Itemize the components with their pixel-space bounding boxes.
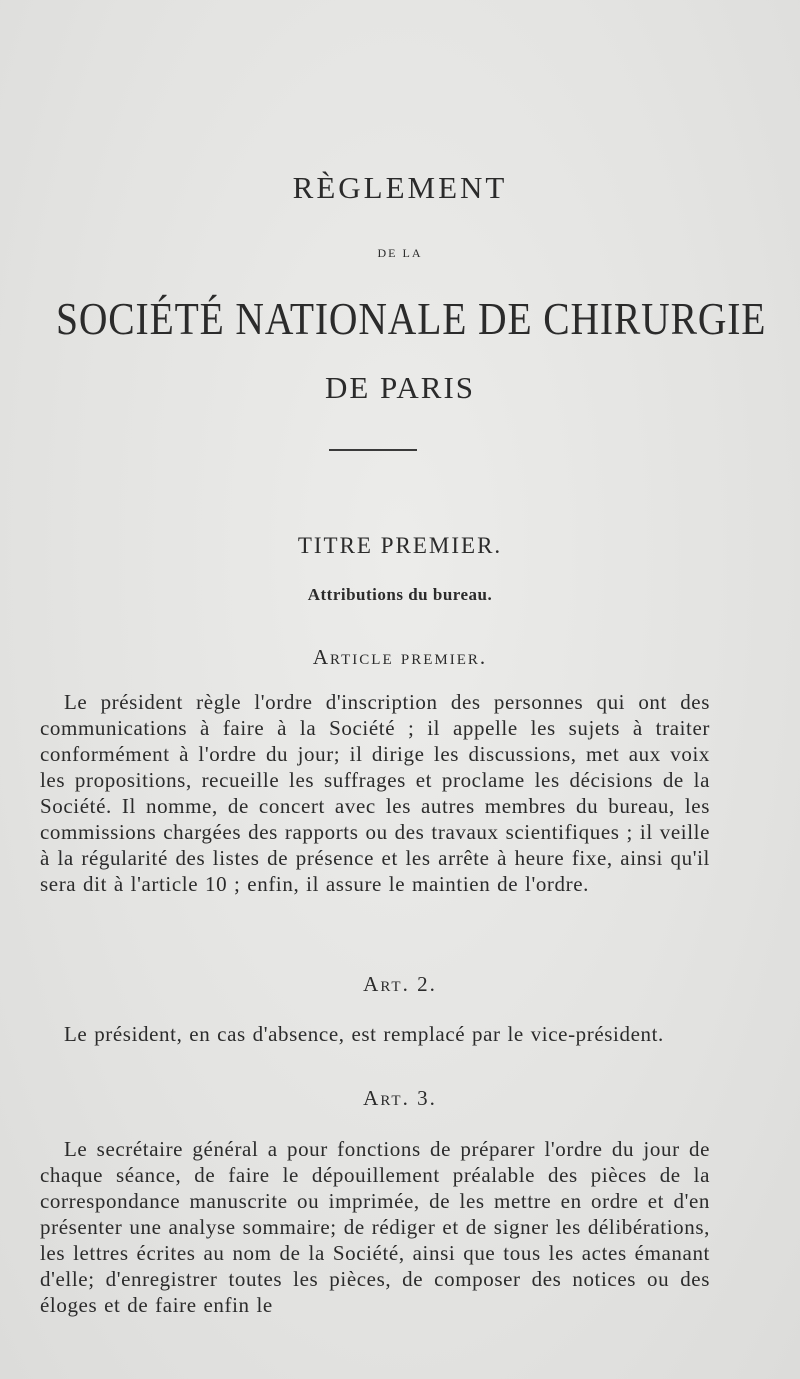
article-1-body: Le président règle l'ordre d'inscription des personnes qui ont des communications à faire à la Société ; il appelle les sujets à traiter conformément à l'ordre du jour; il dirige les discussions, met aux voix les propositions, recueille les suffrages et proclame les décisions de la Société. Il nomme, de concert avec les autres membres du bureau, les commissions chargées des rapports ou des travaux scientifiques ; il veille à la régularité des listes de présence et les arrête à heure fixe, ainsi qu'il sera dit à l'article 10 ; enfin, il assure le maintien de l'ordre.	[40, 690, 710, 896]
title-connector: DE LA	[377, 246, 423, 260]
society-city: DE PARIS	[324, 370, 476, 405]
article-2-text	[40, 1021, 710, 1047]
section-title: TITRE PREMIER.	[297, 533, 503, 558]
title-divider	[329, 449, 417, 451]
article-2-body: Le président, en cas d'absence, est remplacé par le vice-président.	[64, 1022, 664, 1046]
article-1-text	[40, 689, 710, 897]
article-1-heading: Article premier.	[312, 645, 488, 669]
article-3-body: Le secrétaire général a pour fonctions de préparer l'ordre du jour de chaque séance, de faire le dépouillement préalable des pièces de la correspondance manuscrite ou imprimée, de les mettre en ordre et d'en présenter une analyse sommaire; de rédiger et de signer les délibérations, les lettres écrites au nom de la Société, ainsi que tous les actes émanant d'elle; d'enregistrer toutes les pièces, de composer des notices ou des éloges et de faire enfin le	[40, 1137, 710, 1317]
article-2-heading: Art. 2.	[363, 972, 437, 996]
article-3-text	[40, 1136, 710, 1318]
article-3-heading: Art. 3.	[363, 1086, 437, 1110]
document-title: RÈGLEMENT	[292, 170, 508, 205]
society-name: SOCIÉTÉ NATIONALE DE CHIRURGIE	[56, 293, 767, 344]
section-subtitle: Attributions du bureau.	[307, 585, 493, 604]
